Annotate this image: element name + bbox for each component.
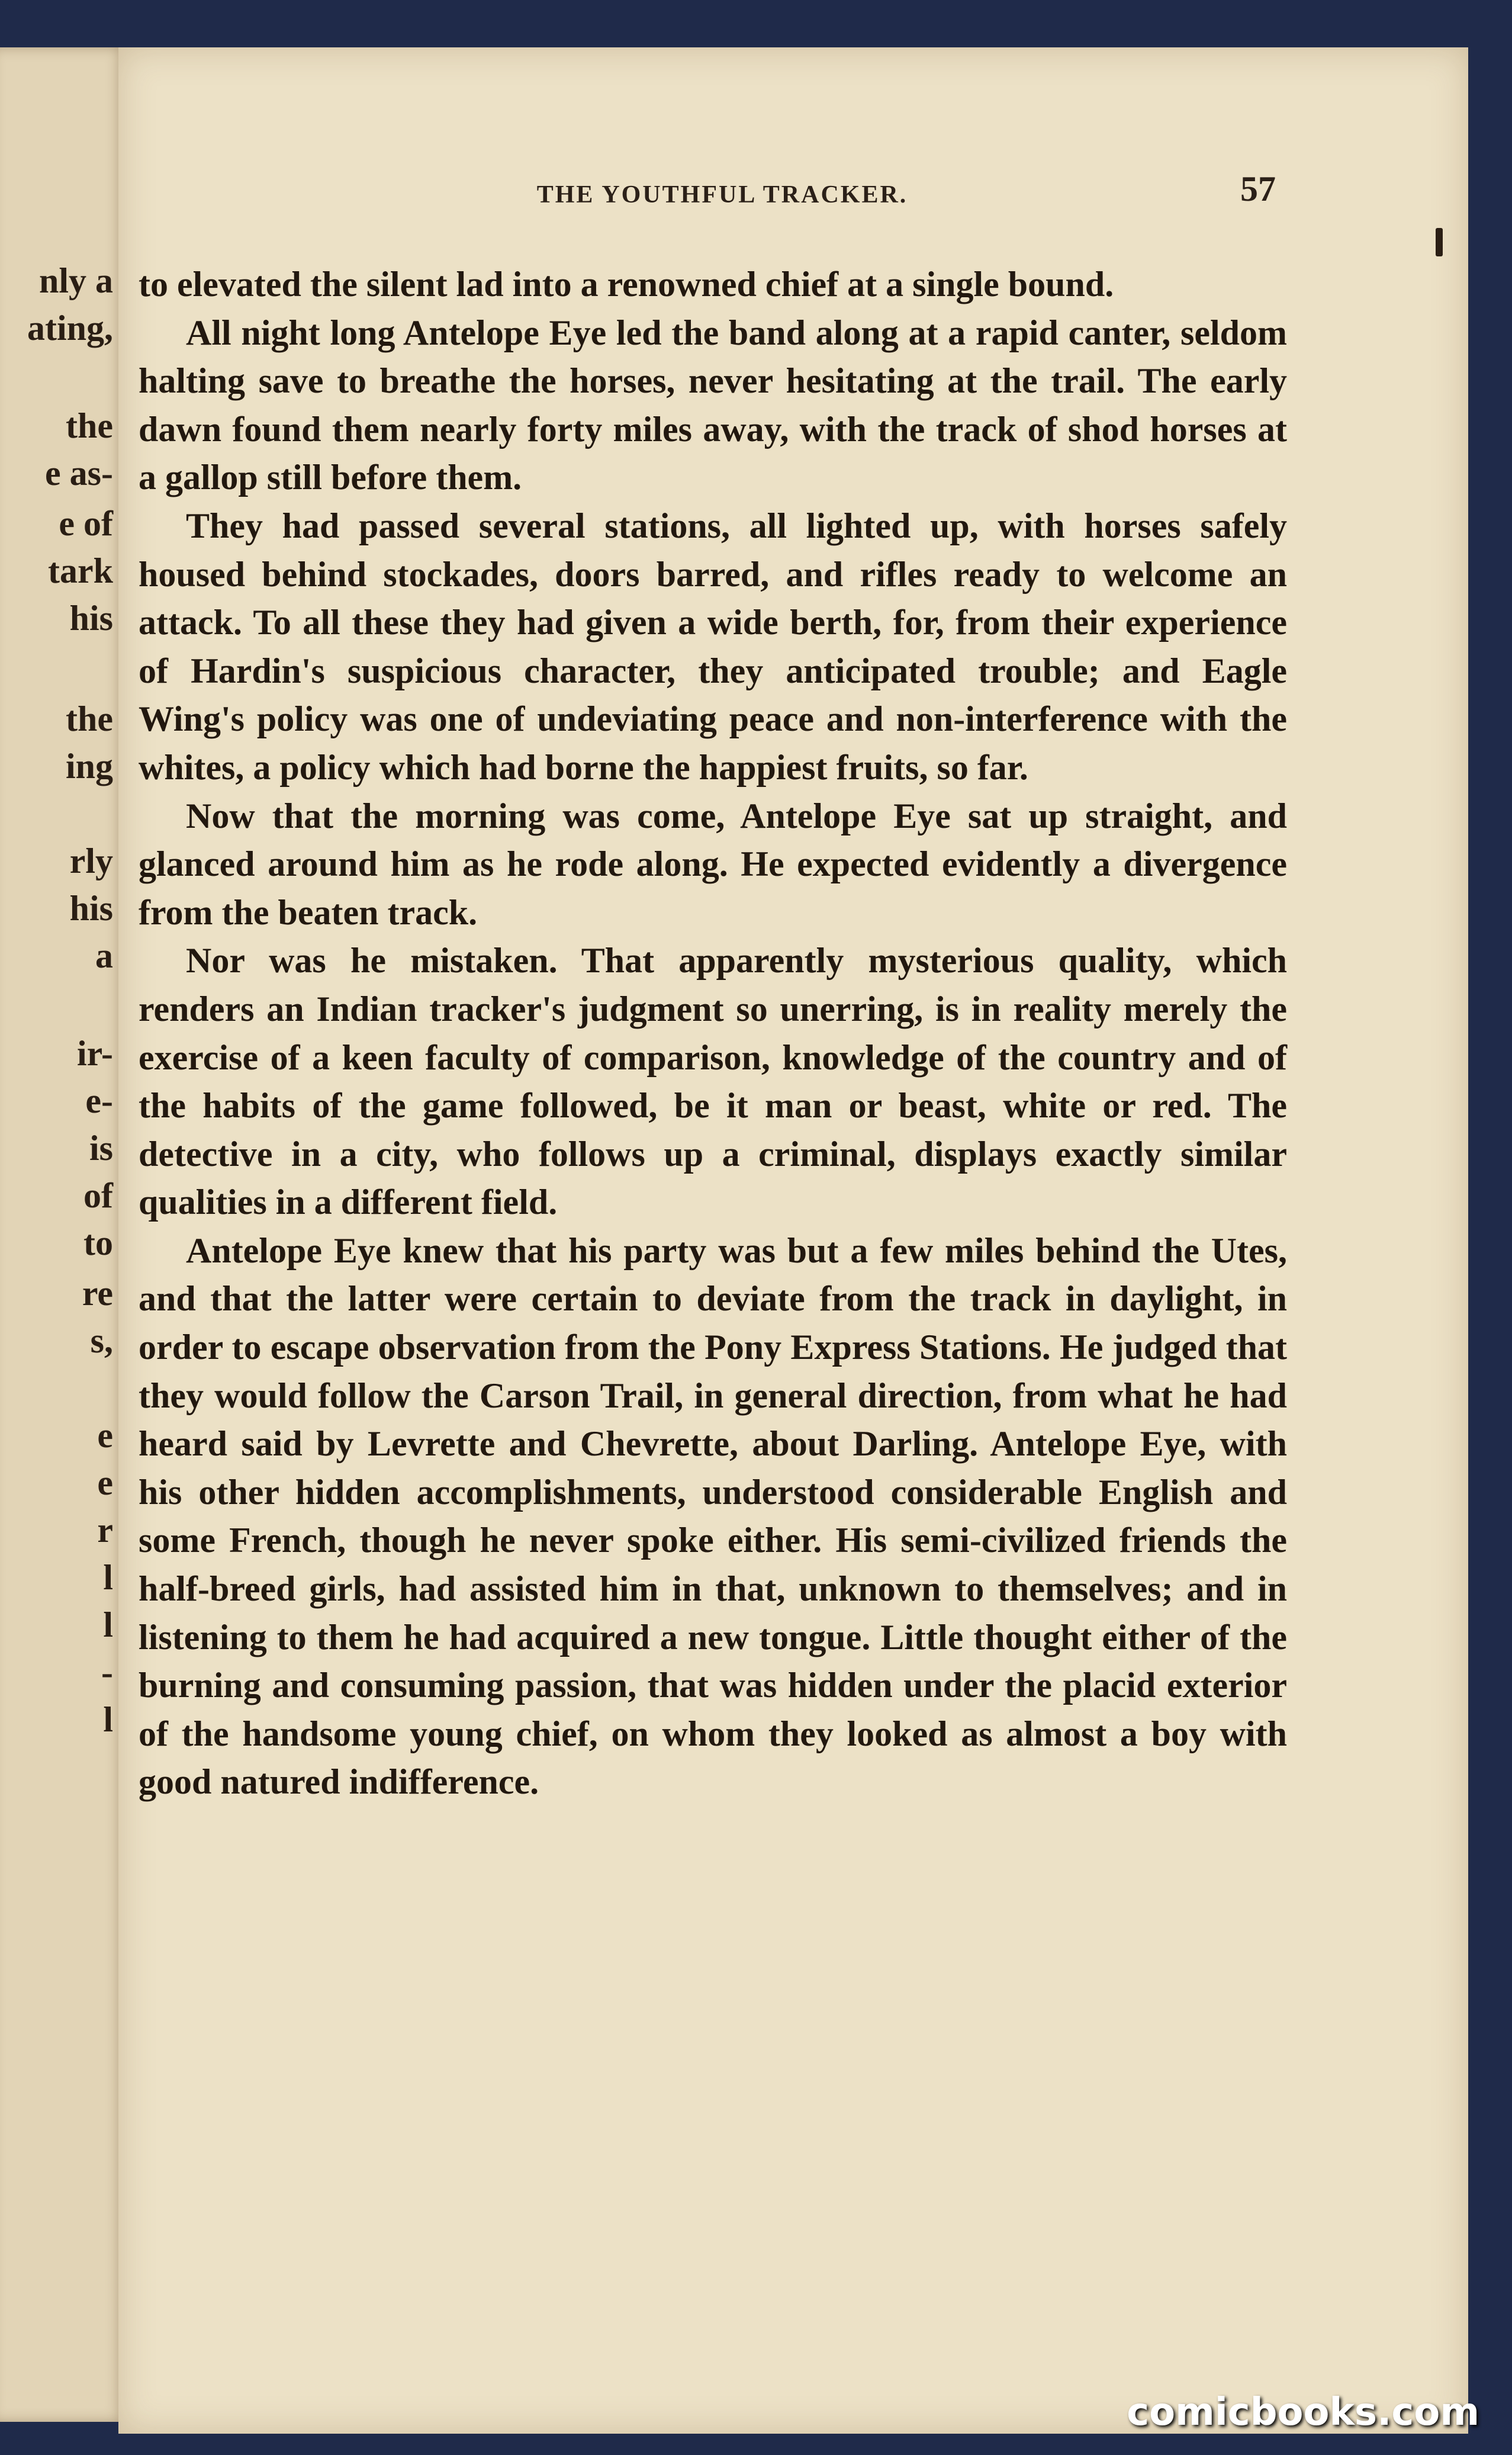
left-fragment: l	[103, 1558, 113, 1597]
left-fragment: e	[97, 1416, 113, 1455]
left-fragment: to	[83, 1223, 113, 1262]
left-fragment: his	[69, 889, 113, 928]
left-fragment: nly a	[38, 261, 113, 300]
page-edge-mark	[1436, 228, 1443, 256]
left-fragment: of	[83, 1176, 113, 1215]
left-fragment: -	[101, 1653, 113, 1692]
page-number: 57	[1240, 169, 1276, 208]
left-fragment: the	[66, 406, 113, 445]
left-fragment: the	[66, 699, 113, 738]
left-fragment: rly	[69, 841, 113, 881]
paragraph: to elevated the silent lad into a renowned chief at a single bound.	[139, 265, 1114, 304]
left-fragment: l	[103, 1700, 113, 1739]
left-fragment: ing	[65, 747, 113, 786]
left-fragment: ir-	[76, 1034, 113, 1073]
left-fragment: is	[89, 1129, 113, 1168]
paragraph: They had passed several stations, all lighted up, with horses safely housed behind stockades, doors barred, and rifles ready to welcome an attack. To all these they had given a wide berth, for, from their experience of Hardin's suspicious character, they anticipated trouble; and Eagle Wing's policy was one of undeviating peace and non-interference with the whites, a policy which had borne the happiest fruits, so far.	[139, 506, 1287, 787]
site-watermark: comicbooks.com	[1127, 2390, 1479, 2434]
paragraph: All night long Antelope Eye led the band along at a rapid canter, seldom halting save to breathe the horses, never hesitating at the trail. The early dawn found them nearly forty miles away, with the track of shod horses at a gallop still before them.	[139, 313, 1287, 497]
left-fragment: ating,	[27, 309, 113, 348]
paragraph: Now that the morning was come, Antelope Eye sat up straight, and glanced around him as he rode along. He expected evidently a divergence from the beaten track.	[139, 796, 1287, 932]
left-fragment: r	[97, 1511, 113, 1550]
left-fragment: e-	[85, 1081, 113, 1120]
left-fragment: his	[69, 599, 113, 638]
left-fragment: l	[103, 1605, 113, 1644]
left-fragment: re	[82, 1274, 113, 1313]
left-fragment: e	[97, 1463, 113, 1502]
left-fragment: e as-	[45, 454, 113, 493]
left-fragment: s,	[90, 1321, 113, 1360]
left-fragment: tark	[48, 551, 113, 590]
left-fragment: a	[95, 936, 113, 975]
paragraph: Nor was he mistaken. That apparently mysterious quality, which renders an Indian tracker's judgment so unerring, is in reality merely the exercise of a keen faculty of comparison, knowledge of the country and of the habits of the game followed, be it man or beast, white or red. The detective in a city, who follows up a criminal, displays exactly similar qualities in a different field.	[139, 941, 1287, 1222]
body-text	[139, 261, 1287, 1807]
left-fragment: e of	[59, 504, 113, 543]
paragraph: Antelope Eye knew that his party was but a few miles behind the Utes, and that the latter were certain to deviate from the track in daylight, in order to escape observation from the Pony Express Stations. He judged that they would follow the Carson Trail, in general direction, from what he had heard said by Levrette and Chevrette, about Darling. Antelope Eye, with his other hidden accomplishments, understood considerable English and some French, though he never spoke either. His semi-civilized friends the half-breed girls, had assisted him in that, unknown to themselves; and in listening to them he had acquired a new tongue. Little thought either of the burning and consuming passion, that was hidden under the placid exterior of the handsome young chief, on whom they looked as almost a boy with good natured indifference.	[139, 1230, 1287, 1802]
left-page-edge	[0, 47, 127, 2422]
running-head: THE YOUTHFUL TRACKER.	[536, 181, 908, 208]
